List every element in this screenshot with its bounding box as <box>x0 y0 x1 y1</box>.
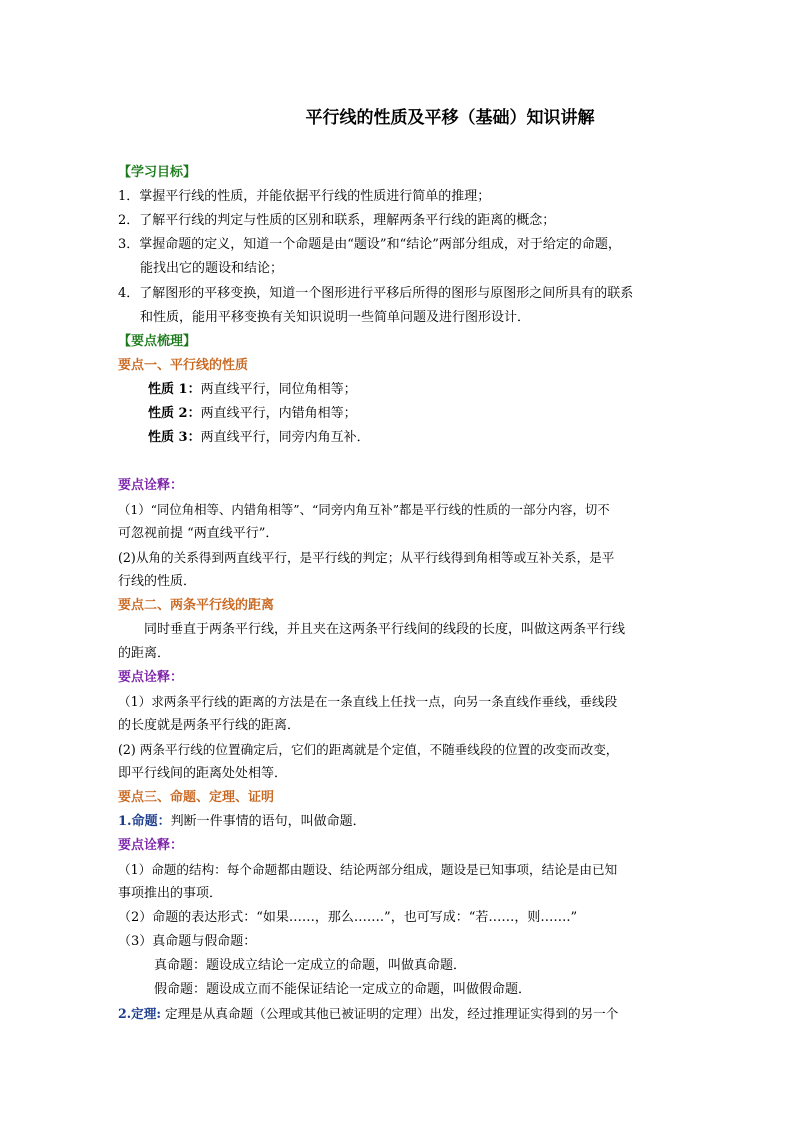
true-proposition: 真命题：题设成立结论一定成立的命题，叫做真命题． <box>154 958 467 973</box>
point1-note-2: (2)从角的关系得到两直线平行，是平行线的判定；从平行线得到角相等或互补关系，是平 <box>118 550 615 565</box>
point3-note-3: （3）真命题与假命题： <box>118 934 257 949</box>
point1-heading: 要点一、平行线的性质 <box>118 358 249 373</box>
theorem-label: 2.定理: <box>118 1006 161 1021</box>
property-3-text: 两直线平行，同旁内角互补． <box>200 430 370 445</box>
goal-1: 1．掌握平行线的性质，并能依据平行线的性质进行简单的推理； <box>118 189 491 204</box>
goal-4-cont: 和性质，能用平移变换有关知识说明一些简单问题及进行图形设计． <box>140 310 531 325</box>
point3-note-1-cont: 事项推出的事项． <box>118 886 223 901</box>
point1-note-1-cont: 可忽视前提 “两直线平行”． <box>118 526 279 541</box>
theorem-definition <box>118 1004 680 1024</box>
point2-note-header: 要点诠释： <box>118 670 184 685</box>
point1-note-1: （1）“同位角相等、内错角相等”、“同旁内角互补”都是平行线的性质的一部分内容，切不 <box>118 502 610 517</box>
property-3-label: 性质 3： <box>148 430 201 445</box>
point2-note-1-cont: 的长度就是两条平行线的距离． <box>118 718 301 733</box>
points-header: 【要点梳理】 <box>118 334 197 349</box>
false-proposition: 假命题：题设成立而不能保证结论一定成立的命题，叫做假命题． <box>154 982 532 997</box>
point1-note-2-cont: 行线的性质． <box>118 574 197 589</box>
goal-3: 3．掌握命题的定义，知道一个命题是由“题设”和“结论”两部分组成，对于给定的命题， <box>118 237 621 252</box>
theorem-text: 定理是从真命题（公理或其他已被证明的定理）出发，经过推理证实得到的另一个 <box>160 1006 619 1021</box>
property-1-label: 性质 1： <box>148 382 201 397</box>
property-2-label: 性质 2： <box>148 406 201 421</box>
property-1 <box>148 380 710 400</box>
property-2-text: 两直线平行，内错角相等； <box>200 406 357 421</box>
goal-3-cont: 能找出它的题设和结论； <box>140 261 284 276</box>
property-2 <box>148 404 710 424</box>
goal-4: 4．了解图形的平移变换，知道一个图形进行平移后所得的图形与原图形之间所具有的联系 <box>118 286 634 301</box>
point2-body-2: 的距离． <box>118 646 171 661</box>
proposition-definition <box>118 812 680 832</box>
point3-note-header: 要点诠释： <box>118 838 184 853</box>
point2-note-2: (2) 两条平行线的位置确定后，它们的距离就是个定值，不随垂线段的位置的改变而改变， <box>118 742 619 757</box>
goals-header: 【学习目标】 <box>118 165 197 180</box>
point3-note-2: （2）命题的表达形式：“如果……，那么…….”，也可写成：“若……，则…….” <box>118 910 578 925</box>
point2-note-1: （1）求两条平行线的距离的方法是在一条直线上任找一点，向另一条直线作垂线，垂线段 <box>118 694 618 709</box>
proposition-text: 判断一件事情的语句，叫做命题． <box>170 814 366 829</box>
point2-heading: 要点二、两条平行线的距离 <box>118 598 275 613</box>
proposition-label: 1.命题： <box>118 814 171 829</box>
point1-note-header: 要点诠释： <box>118 478 184 493</box>
point2-note-2-cont: 即平行线间的距离处处相等． <box>118 766 288 781</box>
point2-body-1: 同时垂直于两条平行线，并且夹在这两条平行线间的线段的长度，叫做这两条平行线 <box>144 622 626 637</box>
point3-note-1: （1）命题的结构：每个命题都由题设、结论两部分组成，题设是已知事项，结论是由已知 <box>118 862 618 877</box>
property-3 <box>148 428 710 448</box>
goal-2: 2．了解平行线的判定与性质的区别和联系，理解两条平行线的距离的概念； <box>118 213 556 228</box>
page-title: 平行线的性质及平移（基础）知识讲解 <box>305 108 595 128</box>
property-1-text: 两直线平行，同位角相等； <box>200 382 357 397</box>
point3-heading: 要点三、命题、定理、证明 <box>118 790 275 805</box>
